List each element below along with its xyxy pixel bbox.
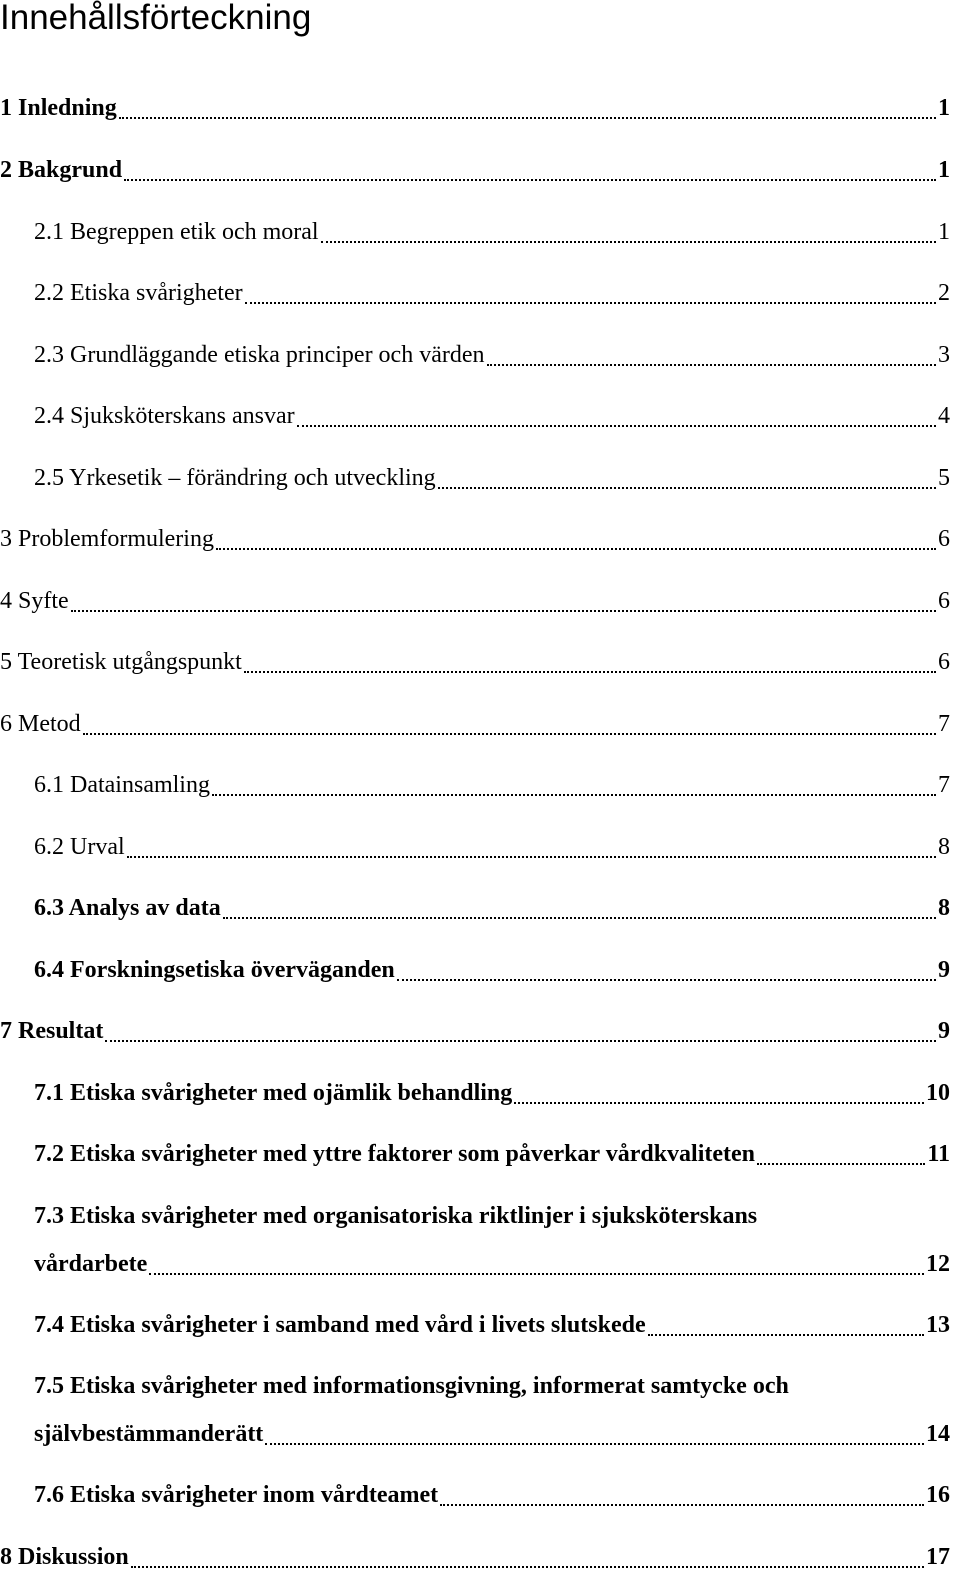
toc-entry-title: 7.4 Etiska svårigheter i samband med vård i livets slutskede xyxy=(34,1312,646,1338)
toc-entry-title: 4 Syfte xyxy=(0,588,69,614)
toc-entry-title: 7.5 Etiska svårigheter med informationsgivning, informerat samtycke och xyxy=(34,1373,789,1399)
toc-page-number: 2 xyxy=(938,280,950,306)
toc-entry-title: 6 Metod xyxy=(0,711,81,737)
toc-entry xyxy=(0,1017,960,1045)
toc-page-number: 14 xyxy=(926,1421,950,1447)
toc-leader xyxy=(487,364,936,366)
toc-entry-title: 2.1 Begreppen etik och moral xyxy=(34,219,319,245)
toc-leader xyxy=(105,1040,936,1042)
toc-leader xyxy=(127,856,936,858)
toc-entry-title: 7.6 Etiska svårigheter inom vårdteamet xyxy=(34,1482,439,1508)
toc-page-number: 1 xyxy=(938,95,950,121)
toc-page-number: 8 xyxy=(938,834,950,860)
toc-page-number: 16 xyxy=(926,1482,950,1508)
toc-leader xyxy=(297,425,936,427)
toc-entry xyxy=(0,341,960,369)
toc-leader xyxy=(83,733,936,735)
toc-entry xyxy=(0,1543,960,1571)
toc-entry-title: 2.4 Sjuksköterskans ansvar xyxy=(34,403,295,429)
toc-entry-title: 7 Resultat xyxy=(0,1018,104,1044)
toc-page-number: 5 xyxy=(938,465,950,491)
toc-page-number: 6 xyxy=(938,588,950,614)
toc-page-number: 3 xyxy=(938,342,950,368)
toc-entry xyxy=(0,648,960,676)
toc-entry xyxy=(0,1079,960,1107)
toc-page-number: 13 xyxy=(926,1312,950,1338)
toc-leader xyxy=(397,979,936,981)
toc-page-number: 11 xyxy=(927,1141,950,1167)
toc-entry xyxy=(0,464,960,492)
toc-entry-title: 3 Problemformulering xyxy=(0,526,214,552)
toc-entry xyxy=(0,156,960,184)
toc-leader xyxy=(440,1504,924,1506)
toc-entry xyxy=(0,956,960,984)
toc-entry xyxy=(0,1372,960,1448)
toc-leader xyxy=(438,487,936,489)
toc-page-number: 17 xyxy=(926,1544,950,1570)
toc-page-number: 9 xyxy=(938,957,950,983)
toc-entry-title: 2.2 Etiska svårigheter xyxy=(34,280,243,306)
toc-entry xyxy=(0,1311,960,1339)
toc-leader xyxy=(648,1334,924,1336)
toc-leader xyxy=(212,794,936,796)
toc-leader xyxy=(216,548,936,550)
toc-entry-title: 7.1 Etiska svårigheter med ojämlik behandling xyxy=(34,1080,513,1106)
toc-entry-title: 1 Inledning xyxy=(0,95,117,121)
toc-entry xyxy=(0,710,960,738)
page-title: Innehållsförteckning xyxy=(0,0,312,37)
toc-entry xyxy=(0,771,960,799)
toc-entry-title: 2.5 Yrkesetik – förändring och utveckling xyxy=(34,465,436,491)
toc-entry xyxy=(0,1481,960,1509)
toc-entry xyxy=(0,1202,960,1278)
toc-entry xyxy=(0,833,960,861)
toc-entry-title: 2 Bakgrund xyxy=(0,157,123,183)
toc-page-number: 6 xyxy=(938,526,950,552)
toc-leader xyxy=(119,117,936,119)
toc-entry xyxy=(0,94,960,122)
toc-entry-title: 6.3 Analys av data xyxy=(34,895,221,921)
toc-page-number: 1 xyxy=(938,157,950,183)
toc-entry-title: 2.3 Grundläggande etiska principer och värden xyxy=(34,342,485,368)
toc-leader xyxy=(131,1566,924,1568)
toc-leader xyxy=(265,1443,924,1445)
toc-entry-title: 7.2 Etiska svårigheter med yttre faktorer som påverkar vårdkvaliteten xyxy=(34,1141,756,1167)
toc-entry xyxy=(0,279,960,307)
toc-entry xyxy=(0,402,960,430)
toc-entry-title: 8 Diskussion xyxy=(0,1544,129,1570)
toc-page-number: 12 xyxy=(926,1251,950,1277)
toc-entry xyxy=(0,1140,960,1168)
toc-entry-title: 6.2 Urval xyxy=(34,834,125,860)
toc-entry-title: 6.1 Datainsamling xyxy=(34,772,210,798)
toc-leader xyxy=(71,610,936,612)
toc-entry xyxy=(0,894,960,922)
toc-entry-title-continued: självbestämmanderätt xyxy=(34,1421,264,1447)
toc-leader xyxy=(124,179,936,181)
toc-page-number: 7 xyxy=(938,772,950,798)
toc-page-number: 1 xyxy=(938,219,950,245)
toc-leader xyxy=(223,917,936,919)
toc-entry xyxy=(0,218,960,246)
toc-entry-title: 5 Teoretisk utgångspunkt xyxy=(0,649,242,675)
toc-leader xyxy=(244,671,936,673)
toc-leader xyxy=(321,241,936,243)
toc-page-number: 9 xyxy=(938,1018,950,1044)
toc-page-number: 10 xyxy=(926,1080,950,1106)
toc-leader xyxy=(149,1273,924,1275)
toc-entry xyxy=(0,587,960,615)
toc-entry-title: 6.4 Forskningsetiska överväganden xyxy=(34,957,395,983)
toc-page-number: 6 xyxy=(938,649,950,675)
toc-entry-title-continued: vårdarbete xyxy=(34,1251,148,1277)
toc-page-number: 4 xyxy=(938,403,950,429)
toc-page-number: 8 xyxy=(938,895,950,921)
toc-entry xyxy=(0,525,960,553)
toc-leader xyxy=(514,1102,924,1104)
toc-entry-title: 7.3 Etiska svårigheter med organisatoriska riktlinjer i sjuksköterskans xyxy=(34,1203,758,1229)
toc-page-number: 7 xyxy=(938,711,950,737)
toc-leader xyxy=(245,302,936,304)
toc-leader xyxy=(757,1163,925,1165)
